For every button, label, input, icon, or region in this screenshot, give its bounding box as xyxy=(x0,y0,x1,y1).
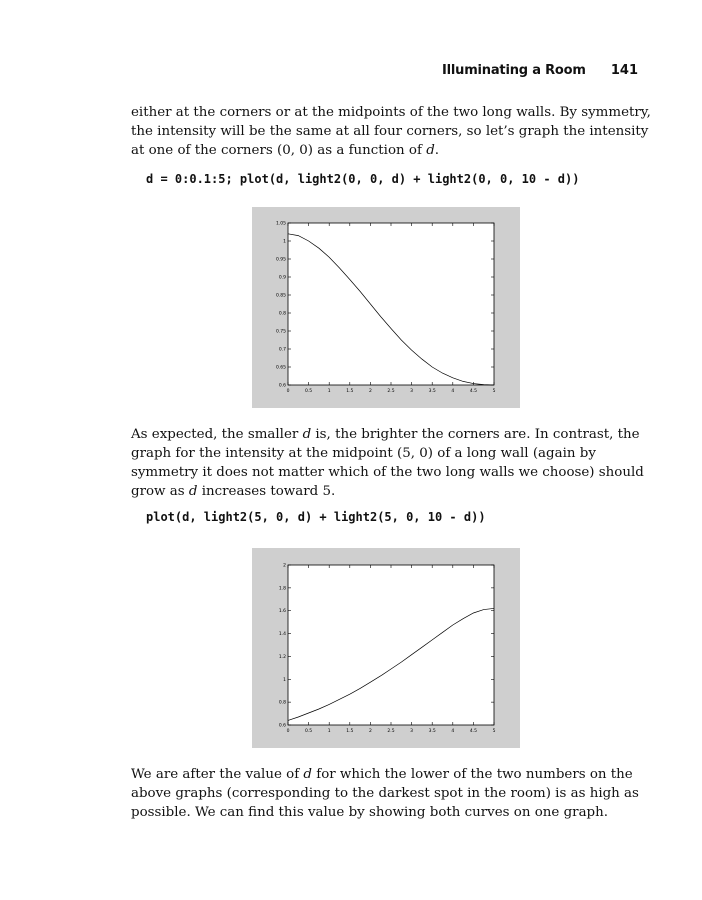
running-head xyxy=(420,63,640,83)
paragraph-2-line-1-text-a: As expected, the smaller xyxy=(131,427,303,442)
x-tick-label: 4 xyxy=(451,389,455,394)
paragraph-3-line-1-text-b: for which the lower of the two numbers on the xyxy=(312,767,633,782)
paragraph-3-line-3: possible. We can find this value by showing both curves on one graph. xyxy=(131,805,609,820)
y-tick-label: 0.6 xyxy=(278,723,286,729)
y-tick-label: 0.95 xyxy=(275,257,286,263)
x-tick-label: 5 xyxy=(492,729,496,734)
y-tick-label: 1.2 xyxy=(278,654,286,660)
paragraph-3-line-1-text-a: We are after the value of xyxy=(131,767,304,782)
y-tick-label: 0.85 xyxy=(275,293,286,299)
y-tick-label: 0.6 xyxy=(278,383,286,389)
y-tick-label: 1.8 xyxy=(278,586,286,592)
paragraph-1-line-3-text-b: . xyxy=(434,143,440,158)
y-tick-label: 0.65 xyxy=(275,365,286,371)
y-tick-label: 1 xyxy=(283,239,286,245)
y-tick-label: 0.8 xyxy=(278,700,286,706)
y-tick-label: 1.05 xyxy=(275,221,286,227)
x-tick-label: 3.5 xyxy=(428,729,436,734)
paragraph-1 xyxy=(131,103,651,160)
plot-area xyxy=(288,565,494,725)
y-tick-label: 2 xyxy=(283,563,286,569)
code-block-2: plot(d, light2(5, 0, d) + light2(5, 0, 10 - d)) xyxy=(146,510,486,524)
x-tick-label: 0.5 xyxy=(305,729,313,734)
paragraph-2-line-1-text-b: is, the brighter the corners are. In contrast, the xyxy=(311,427,640,442)
y-tick-label: 1.6 xyxy=(278,609,286,615)
x-tick-label: 0.5 xyxy=(305,389,313,394)
paragraph-1-line-2: the intensity will be the same at all four corners, so let’s graph the intensity xyxy=(131,124,649,139)
paragraph-3-line-2: above graphs (corresponding to the darkest spot in the room) is as high as xyxy=(131,786,639,801)
variable-d: d xyxy=(302,427,312,442)
x-tick-label: 2 xyxy=(368,729,372,734)
y-tick-label: 0.75 xyxy=(275,329,286,335)
page-number: 141 xyxy=(610,63,638,78)
x-tick-label: 5 xyxy=(492,389,496,394)
x-tick-label: 1.5 xyxy=(346,389,354,394)
x-tick-label: 1 xyxy=(327,389,331,394)
y-tick-label: 1.4 xyxy=(278,632,286,638)
x-tick-label: 4.5 xyxy=(469,389,477,394)
y-tick-label: 0.9 xyxy=(278,275,286,281)
figure-2 xyxy=(252,548,520,748)
x-tick-label: 3 xyxy=(410,729,414,734)
x-tick-label: 0 xyxy=(286,389,290,394)
paragraph-2-line-1 xyxy=(131,425,641,444)
y-tick-label: 0.7 xyxy=(278,347,286,353)
paragraph-2 xyxy=(131,425,644,501)
paragraph-2-line-4 xyxy=(131,482,641,501)
code-block-1: d = 0:0.1:5; plot(d, light2(0, 0, d) + light2(0, 0, 10 - d)) xyxy=(146,172,580,186)
figure-1 xyxy=(252,207,520,408)
x-tick-label: 4 xyxy=(451,729,455,734)
running-head-title: Illuminating a Room xyxy=(442,63,586,78)
x-tick-label: 2.5 xyxy=(387,389,395,394)
x-tick-label: 1.5 xyxy=(346,729,354,734)
variable-d: d xyxy=(303,767,312,782)
x-tick-label: 2 xyxy=(368,389,372,394)
x-tick-label: 2.5 xyxy=(387,729,395,734)
chart-2 xyxy=(252,548,520,748)
paragraph-1-line-1: either at the corners or at the midpoints of the two long walls. By symmetry, xyxy=(131,105,651,120)
variable-d: d xyxy=(188,484,198,499)
chart-1 xyxy=(252,207,520,408)
paragraph-3-line-1 xyxy=(131,765,641,784)
paragraph-1-line-3 xyxy=(131,141,641,160)
x-tick-label: 3 xyxy=(410,389,414,394)
paragraph-2-line-3: symmetry it does not matter which of the two long walls we choose) should xyxy=(131,465,644,480)
variable-d: d xyxy=(426,143,435,158)
x-tick-label: 4.5 xyxy=(469,729,477,734)
x-tick-label: 3.5 xyxy=(428,389,436,394)
y-tick-label: 1 xyxy=(283,677,286,683)
plot-area xyxy=(288,223,494,385)
paragraph-1-line-3-text-a: at one of the corners (0, 0) as a function of xyxy=(131,143,427,158)
x-tick-label: 0 xyxy=(286,729,290,734)
paragraph-2-line-4-text-b: increases toward 5. xyxy=(197,484,336,499)
y-tick-label: 0.8 xyxy=(278,311,286,317)
paragraph-2-line-4-text-a: grow as xyxy=(131,484,189,499)
x-tick-label: 1 xyxy=(327,729,331,734)
paragraph-3 xyxy=(131,765,641,822)
paragraph-2-line-2: graph for the intensity at the midpoint (5, 0) of a long wall (again by xyxy=(131,446,596,461)
